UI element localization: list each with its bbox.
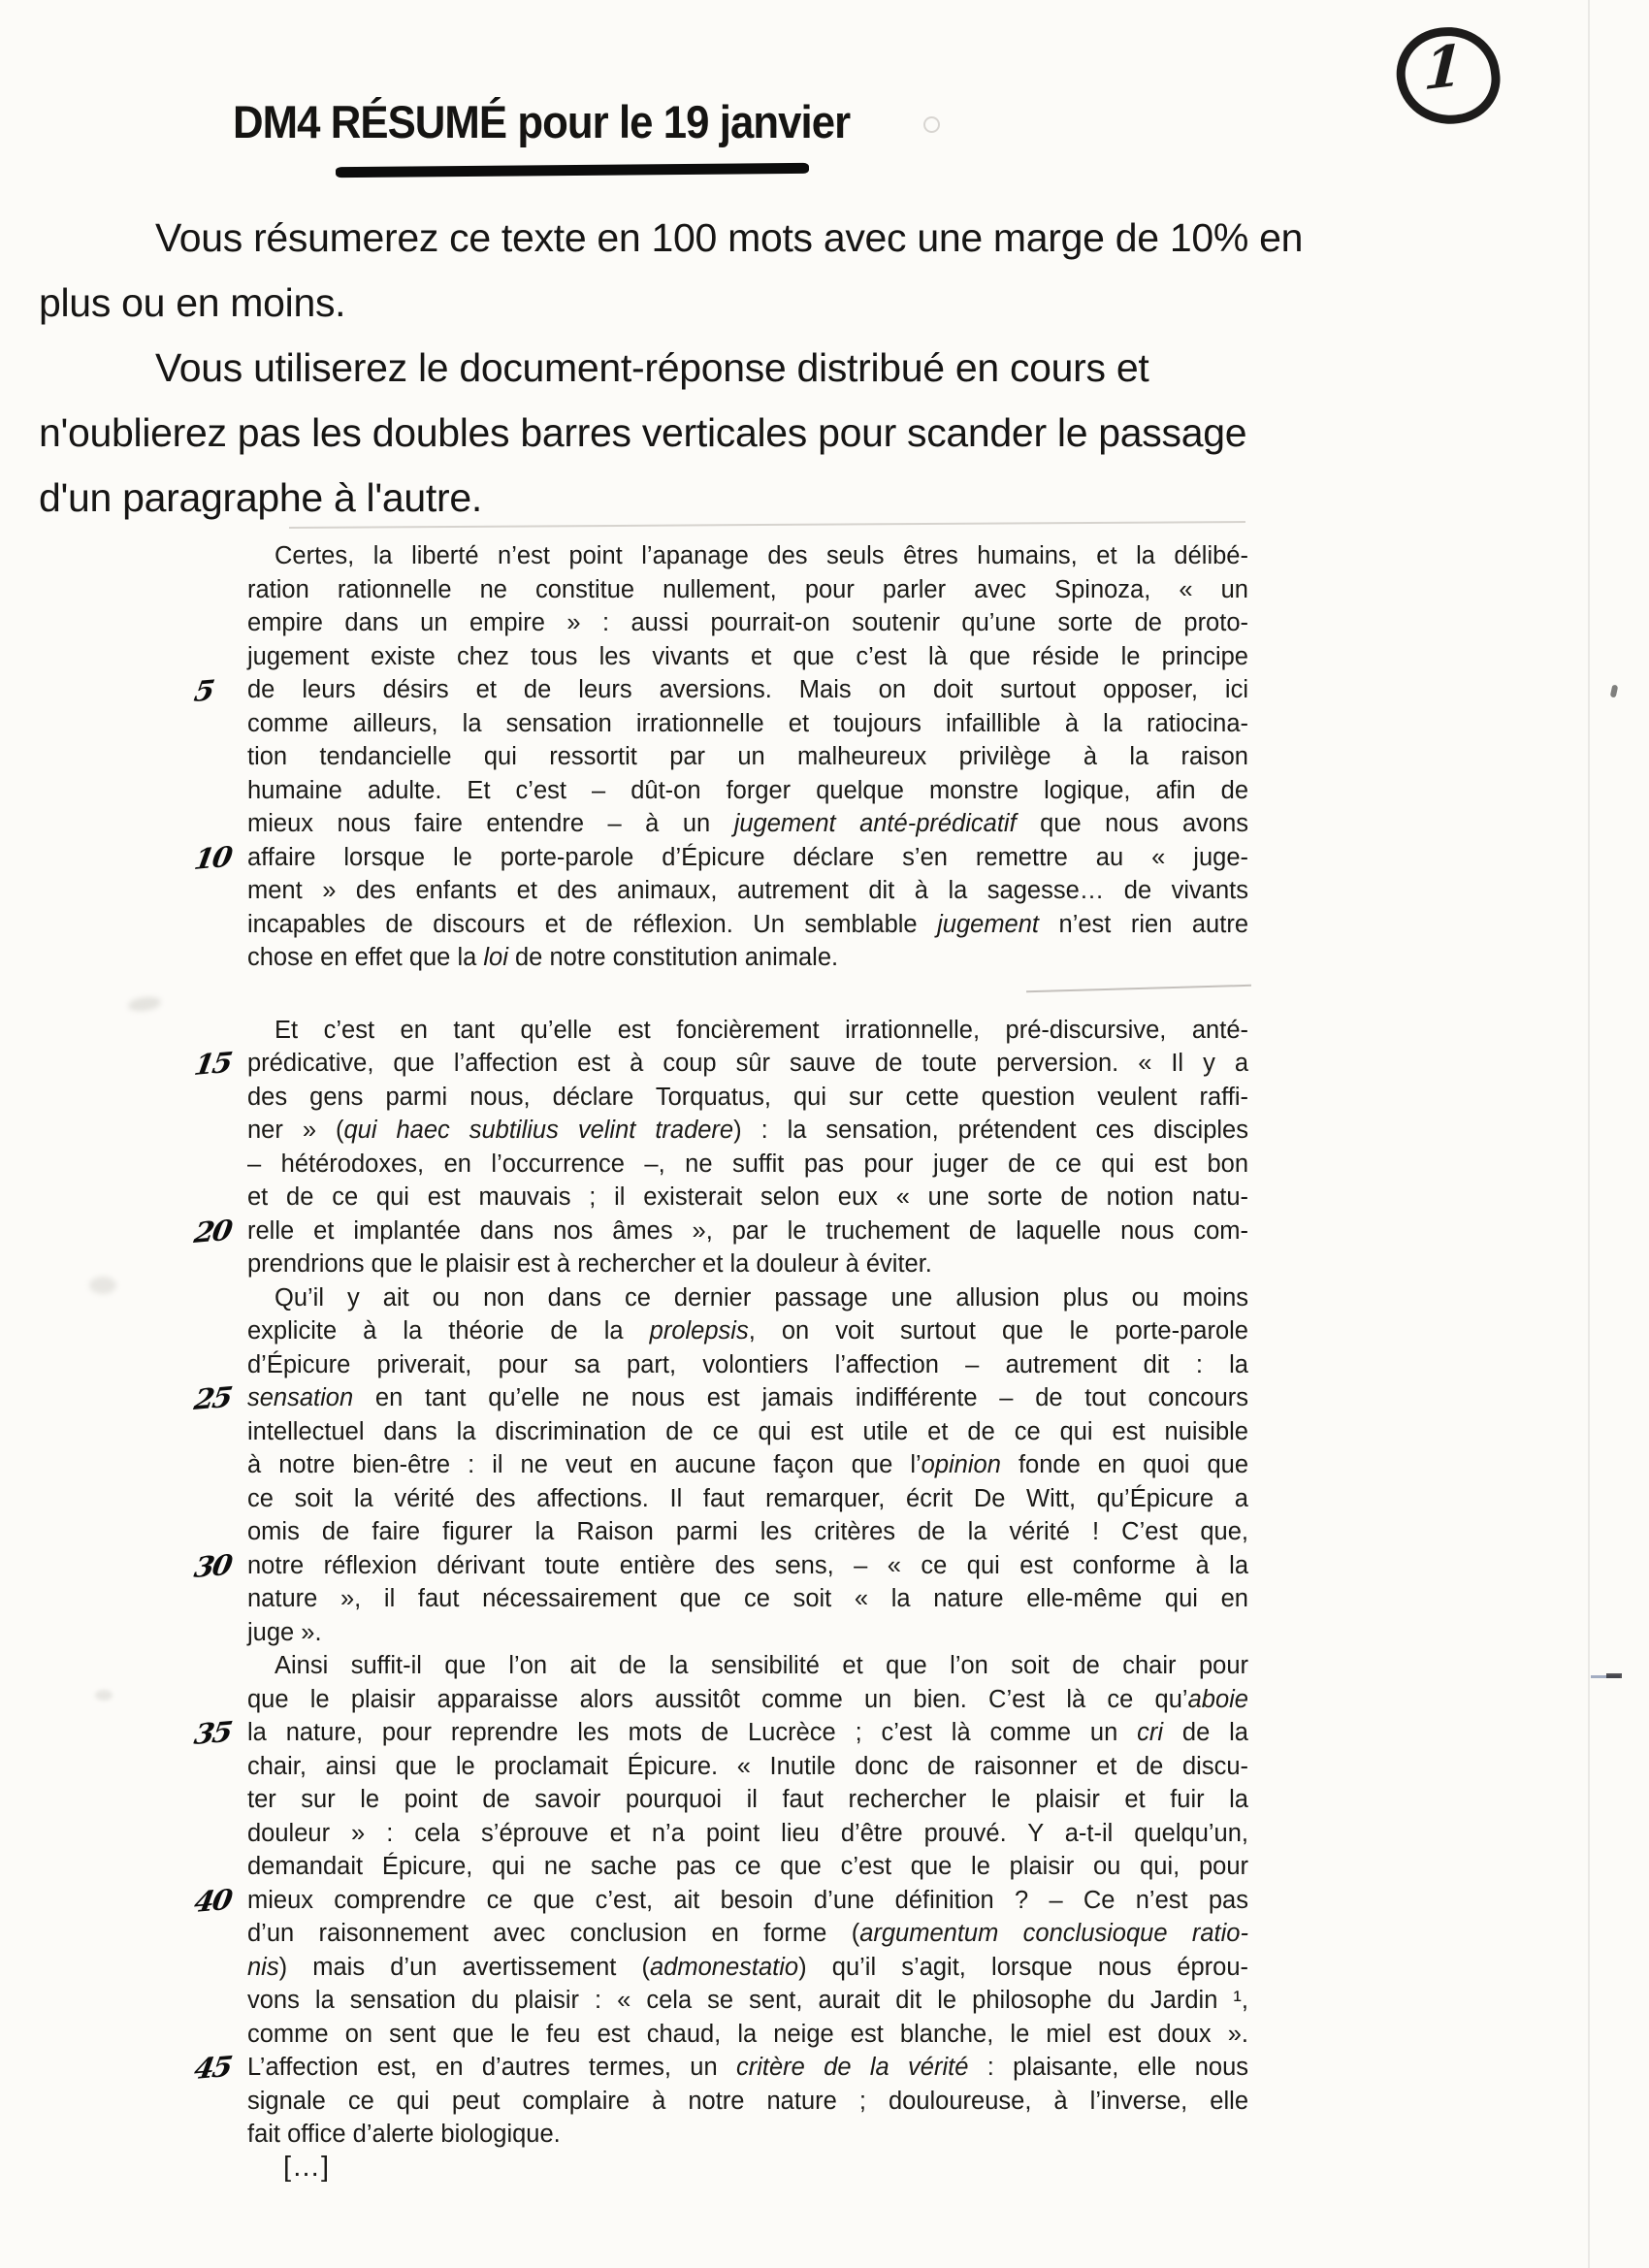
excerpt-line xyxy=(247,1281,1248,1315)
excerpt-line-text: omis de faire figurer la Raison parmi les critères de la vérité ! C’est que, xyxy=(247,1518,1248,1545)
excerpt-line xyxy=(247,2085,1248,2119)
excerpt-line xyxy=(247,1482,1248,1516)
excerpt-line-text: mieux comprendre ce que c’est, ait besoin d’une définition ? – Ce n’est pas xyxy=(247,1886,1248,1914)
scan-artifact-edge-line xyxy=(1588,0,1590,2268)
excerpt-line xyxy=(247,2118,1248,2152)
margin-line-number: 5 xyxy=(191,673,215,709)
excerpt-line-text: intellectuel dans la discrimination de ce qui est utile et de ce qui est nuisible xyxy=(247,1417,1248,1445)
excerpt-line xyxy=(247,1649,1248,1683)
excerpt-ellipsis: […] xyxy=(283,2152,331,2183)
excerpt-line-text: humaine adulte. Et c’est – dût-on forger quelque monstre logique, afin de xyxy=(247,776,1248,804)
excerpt-line-text: prolepsis xyxy=(649,1317,749,1345)
excerpt-line-text: la nature, pour reprendre les mots de Lucrèce ; c’est là comme un xyxy=(247,1719,1138,1746)
excerpt-line xyxy=(247,2018,1248,2052)
excerpt-line-text: demandait Épicure, qui ne sache pas ce que c’est que le plaisir ou qui, pour xyxy=(247,1853,1248,1880)
instructions-block xyxy=(39,206,1440,531)
excerpt-line-text: chose en effet que la xyxy=(247,944,484,971)
excerpt-line-text: Qu’il y ait ou non dans ce dernier passage une allusion plus ou moins xyxy=(275,1283,1248,1312)
excerpt-line xyxy=(247,1951,1248,1985)
excerpt-line-text: d’Épicure priverait, pour sa part, volontiers l’affection – autrement dit : la xyxy=(247,1350,1248,1378)
excerpt-line xyxy=(247,1081,1248,1115)
excerpt-line-text: qui haec subtilius velint tradere xyxy=(343,1117,734,1144)
excerpt-line-text: tion tendancielle qui ressortit par un malheureux privilège à la raison xyxy=(247,743,1248,770)
excerpt-line-text: admonestatio xyxy=(650,1953,799,1981)
excerpt-line-text: vons la sensation du plaisir : « cela se sent, aurait dit le philosophe du Jardin ¹, xyxy=(247,1987,1248,2014)
excerpt-line xyxy=(247,1448,1248,1482)
excerpt-line xyxy=(247,908,1248,942)
excerpt-line xyxy=(247,1984,1248,2018)
excerpt-line xyxy=(247,1014,1248,1048)
excerpt-line-text: prédicative, que l’affection est à coup sûr sauve de toute perversion. « Il y a xyxy=(247,1050,1248,1077)
excerpt-line-text: d’un raisonnement avec conclusion en forme ( xyxy=(247,1920,860,1947)
excerpt-line xyxy=(247,1917,1248,1951)
title-underline xyxy=(336,163,809,178)
excerpt-line-text: opinion xyxy=(921,1451,1001,1478)
page-number-circle xyxy=(1391,21,1504,130)
excerpt-line xyxy=(247,1148,1248,1182)
instruction-line: plus ou en moins. xyxy=(39,280,346,325)
excerpt-line-text: empire dans un empire » : aussi pourrait-on soutenir qu’une sorte de proto- xyxy=(247,609,1248,636)
excerpt-line-text: que nous avons xyxy=(1016,810,1248,837)
excerpt-line xyxy=(247,640,1248,674)
excerpt-line xyxy=(191,1882,1248,1919)
excerpt-line xyxy=(191,673,1248,709)
instruction-line: n'oublierez pas les doubles barres verticales pour scander le passage xyxy=(39,410,1247,455)
excerpt-line xyxy=(247,1515,1248,1549)
margin-line-number: 40 xyxy=(191,1882,234,1919)
excerpt-line-text: argumentum conclusioque ratio- xyxy=(859,1920,1248,1947)
excerpt-line-text: incapables de discours et de réflexion. Un semblable xyxy=(247,910,938,938)
excerpt-line-text: aboie xyxy=(1187,1685,1248,1713)
excerpt-line-text: critère de la vérité xyxy=(735,2054,969,2081)
excerpt-line xyxy=(247,874,1248,908)
excerpt-line-text: Et c’est en tant qu’elle est foncièrement irrationnelle, pré-discursive, anté- xyxy=(275,1016,1248,1044)
excerpt-line-text: ) qu’il s’agit, lorsque nous éprou- xyxy=(798,1953,1248,1981)
excerpt-line xyxy=(191,1045,1248,1083)
excerpt-line-text: ment » des enfants et des animaux, autrement dit à la sagesse… de vivants xyxy=(247,877,1248,904)
excerpt-line xyxy=(247,606,1248,640)
excerpt-line xyxy=(247,1683,1248,1717)
excerpt-line xyxy=(247,1616,1248,1650)
excerpt-line-text: mieux nous faire entendre – à un xyxy=(247,810,734,837)
excerpt-line-text: comme ailleurs, la sensation irrationnelle et toujours infaillible à la ratiocina- xyxy=(247,709,1248,737)
excerpt-line xyxy=(247,807,1248,841)
excerpt-line-text: ter sur le point de savoir pourquoi il faut rechercher le plaisir et fuir la xyxy=(247,1786,1248,1813)
excerpt-line-text: notre réflexion dérivant toute entière des sens, – « ce qui est conforme à la xyxy=(247,1551,1248,1579)
excerpt-line-text: – hétérodoxes, en l’occurrence –, ne suffit pas pour juger de ce qui est bon xyxy=(247,1150,1248,1178)
margin-line-number: 45 xyxy=(191,2049,234,2087)
excerpt-line-text: Ainsi suffit-il que l’on ait de la sensibilité et que l’on soit de chair pour xyxy=(275,1652,1248,1679)
excerpt-line-text: loi xyxy=(483,944,508,971)
excerpt-line-text: ce soit la vérité des affections. Il faut remarquer, écrit De Witt, qu’Épicure a xyxy=(247,1484,1248,1512)
excerpt-line-text: de la xyxy=(1163,1719,1248,1746)
excerpt-line xyxy=(191,2049,1249,2087)
scan-artifact-edge-dash xyxy=(1606,1673,1622,1678)
instruction-line: Vous utiliserez le document-réponse distribué en cours et xyxy=(155,345,1149,390)
excerpt-line-text: ration rationnelle ne constitue nullement, pour parler avec Spinoza, « un xyxy=(247,575,1248,603)
excerpt-line-text: nature », il faut nécessairement que ce soit « la nature elle-même qui en xyxy=(247,1585,1248,1612)
excerpt-line xyxy=(191,1547,1248,1584)
text-excerpt xyxy=(191,539,1249,2152)
excerpt-line-text: prendrions que le plaisir est à rechercher et la douleur à éviter. xyxy=(247,1250,932,1278)
excerpt-line-text: ) mais d’un avertissement ( xyxy=(278,1953,650,1981)
excerpt-line-text: jugement anté-prédicatif xyxy=(733,810,1017,837)
excerpt-line-text: et de ce qui est mauvais ; il existerait selon eux « une sorte de notion natu- xyxy=(247,1183,1248,1211)
excerpt-line xyxy=(247,707,1248,741)
excerpt-line-text: : plaisante, elle nous xyxy=(968,2054,1249,2081)
excerpt-line xyxy=(247,1850,1248,1884)
excerpt-line-text: L’affection est, en d’autres termes, un xyxy=(247,2054,736,2081)
excerpt-line xyxy=(247,1348,1248,1382)
excerpt-line xyxy=(247,740,1248,774)
excerpt-line xyxy=(247,1181,1248,1215)
excerpt-line xyxy=(247,1114,1248,1148)
excerpt-line-text: à notre bien-être : il ne veut en aucune façon que l’ xyxy=(247,1451,922,1478)
excerpt-line-text: signale ce qui peut complaire à notre nature ; douloureuse, à l’inverse, elle xyxy=(247,2087,1248,2115)
excerpt-line-text: fonde en quoi que xyxy=(1000,1451,1248,1478)
excerpt-line xyxy=(247,1582,1248,1616)
margin-line-number: 25 xyxy=(191,1379,234,1417)
excerpt-line xyxy=(247,1314,1248,1348)
excerpt-line xyxy=(191,1213,1248,1249)
scan-artifact-smudge xyxy=(127,995,162,1014)
excerpt-line-text: fait office d’alerte biologique. xyxy=(247,2121,561,2148)
excerpt-line-text: que le plaisir apparaisse alors aussitôt comme un bien. C’est là ce qu’ xyxy=(247,1685,1188,1713)
excerpt-line-text: douleur » : cela s’éprouve et n’a point lieu d’être prouvé. Y a-t-il quelqu’un, xyxy=(247,1819,1248,1847)
excerpt-line xyxy=(191,1379,1248,1417)
instruction-line: d'un paragraphe à l'autre. xyxy=(39,475,482,520)
excerpt-line-text: ) : la sensation, prétendent ces disciples xyxy=(733,1117,1248,1144)
excerpt-line-text: Certes, la liberté n’est point l’apanage des seuls êtres humains, et la délibé- xyxy=(275,542,1248,569)
excerpt-line-text: nis xyxy=(247,1953,279,1981)
excerpt-line xyxy=(247,539,1248,573)
excerpt-line xyxy=(247,1750,1248,1784)
margin-line-number: 35 xyxy=(191,1714,234,1752)
excerpt-line-text: jugement existe chez tous les vivants et que c’est là que réside le principe xyxy=(247,642,1248,670)
excerpt-line-text: , on voit surtout que le porte-parole xyxy=(748,1317,1248,1345)
excerpt-line xyxy=(247,774,1248,808)
assignment-title: DM4 RÉSUMÉ pour le 19 janvier xyxy=(233,96,851,147)
excerpt-line-text: explicite à la théorie de la xyxy=(247,1317,650,1345)
excerpt-line-text: affaire lorsque le porte-parole d’Épicure déclare s’en remettre au « juge- xyxy=(247,843,1248,871)
scan-artifact-edge-dash xyxy=(1591,1675,1620,1678)
excerpt-line-text: relle et implantée dans nos âmes », par le truchement de laquelle nous com- xyxy=(247,1216,1248,1245)
excerpt-line xyxy=(247,1783,1248,1817)
scan-artifact-smudge xyxy=(95,1690,113,1701)
excerpt-line xyxy=(247,573,1248,607)
excerpt-line-text: ner » ( xyxy=(247,1117,344,1144)
excerpt-line-text: cri xyxy=(1137,1719,1164,1746)
excerpt-line-text: de leurs désirs et de leurs aversions. Mais on doit surtout opposer, ici xyxy=(247,676,1248,703)
margin-line-number: 15 xyxy=(191,1045,234,1083)
scan-artifact-smudge xyxy=(89,1277,116,1294)
margin-line-number: 20 xyxy=(191,1213,234,1249)
excerpt-line-text: sensation xyxy=(247,1384,354,1411)
excerpt-line xyxy=(247,1817,1248,1851)
excerpt-line-text: chair, ainsi que le proclamait Épicure. « Inutile donc de raisonner et de discu- xyxy=(247,1752,1248,1780)
excerpt-line-text: des gens parmi nous, déclare Torquatus, qui sur cette question veulent raffi- xyxy=(247,1083,1248,1111)
scan-artifact-ghost-mark xyxy=(923,116,940,133)
excerpt-line-text: jugement xyxy=(937,910,1040,938)
excerpt-line xyxy=(247,1415,1248,1449)
excerpt-line xyxy=(247,1247,1248,1281)
excerpt-line xyxy=(191,1714,1248,1752)
excerpt-line-text: n’est rien autre xyxy=(1039,910,1248,938)
margin-line-number: 30 xyxy=(191,1547,234,1584)
instruction-line: Vous résumerez ce texte en 100 mots avec une marge de 10% en xyxy=(155,215,1304,260)
excerpt-line-text: de notre constitution animale. xyxy=(507,944,839,971)
scan-artifact-edge-dot xyxy=(1610,685,1619,698)
margin-line-number: 10 xyxy=(191,839,234,876)
excerpt-line-text: comme on sent que le feu est chaud, la neige est blanche, le miel est doux ». xyxy=(247,2020,1248,2048)
excerpt-line xyxy=(247,941,1248,975)
page-number: 1 xyxy=(1422,31,1465,104)
excerpt-line-text: juge ». xyxy=(247,1618,322,1646)
excerpt-line-text: en tant qu’elle ne nous est jamais indifférente – de tout concours xyxy=(353,1384,1248,1411)
excerpt-line xyxy=(191,839,1248,876)
